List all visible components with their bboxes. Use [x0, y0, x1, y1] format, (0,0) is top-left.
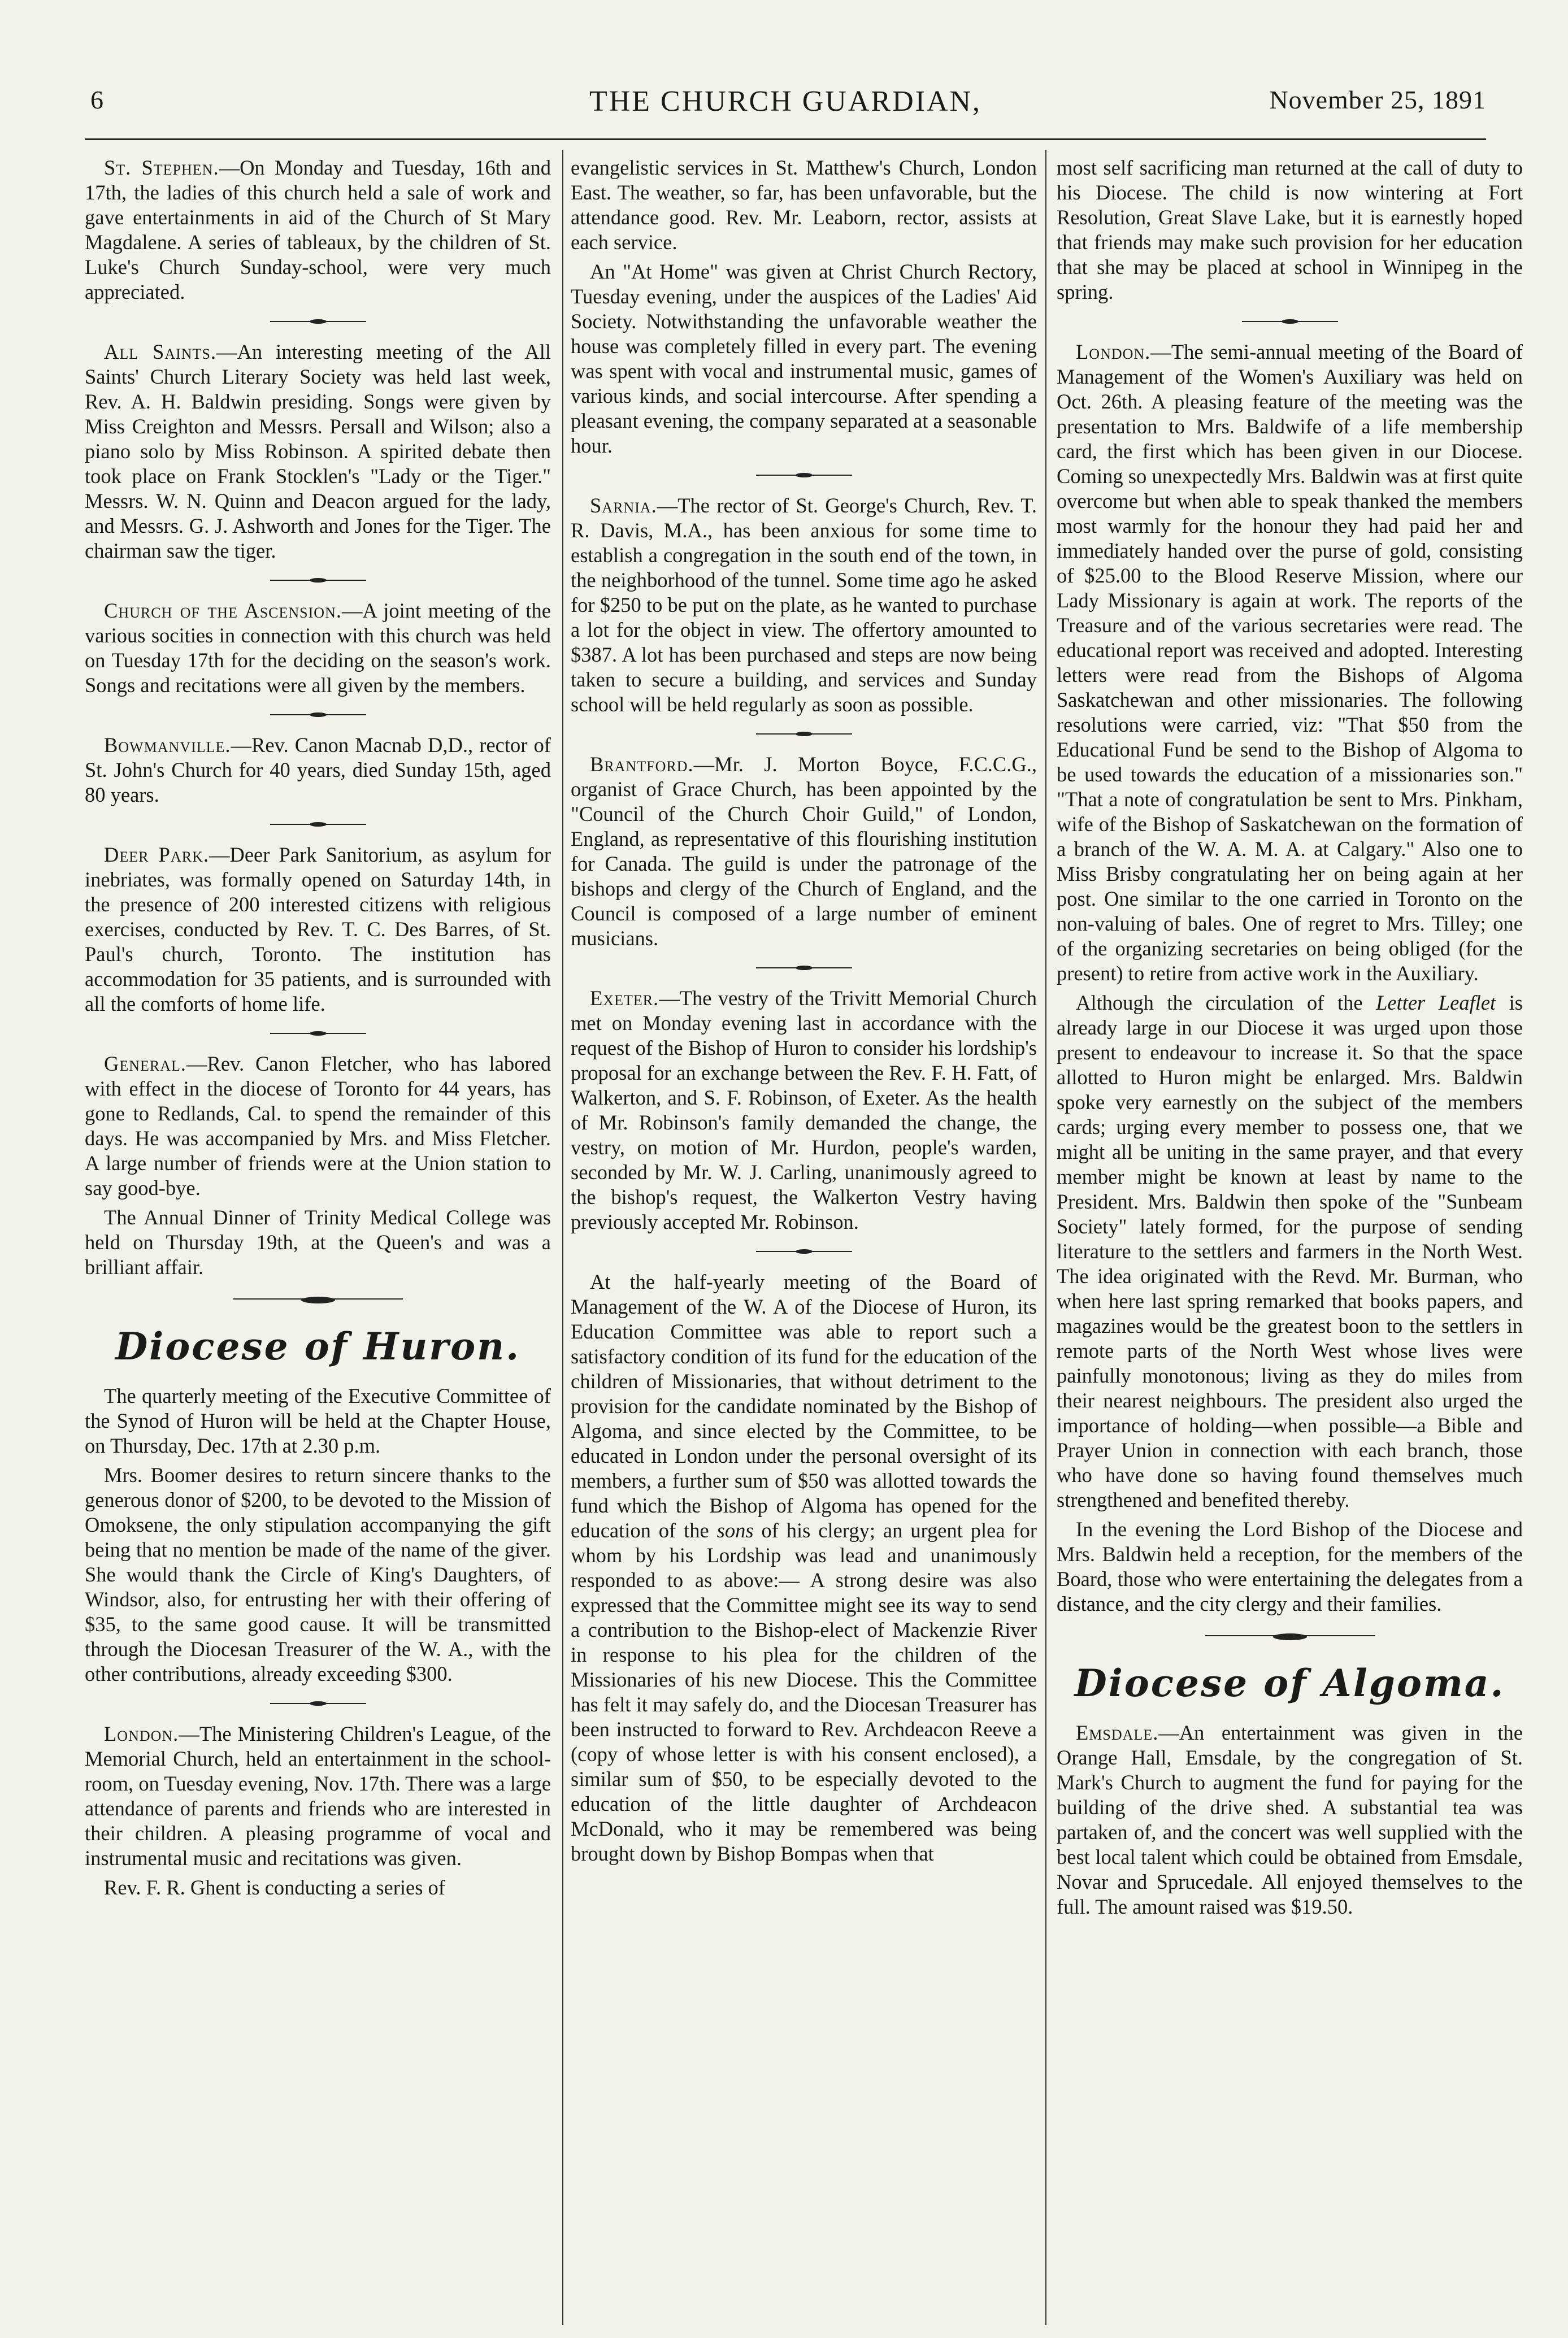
column-2: [571, 155, 1037, 1871]
article-text: At the half-yearly meeting of the Board of Management of the W. A of the Diocese of Huron, its Education Committee was able to report such a satisfactory condition of its fund for the education of the children of Missionaries, that without detriment to the provision for the candidate nominated by the Bishop of Algoma, and since elected by the Committee, to be educated in London under the personal oversight of its members, a further sum of $50 was allotted towards the fund which the Bishop of Algoma has opened for the education of the: [571, 1270, 1037, 1542]
article-bowmanville: [85, 733, 551, 807]
article-text: —Deer Park Sanitorium, as asylum for inebriates, was formally opened on Saturday 14th, in the presence of 200 interested citizens with religious exercises, conducted by Rev. T. C. Des Barres, of St. Paul's church, Toronto. The institution has accommodation for 35 patients, and is surrounded with all the comforts of home life.: [85, 843, 551, 1015]
article-at-home: An "At Home" was given at Christ Church Rectory, Tuesday evening, under the auspices of the Ladies' Aid Society. Notwithstanding the unfavorable weather the house was completely filled in every part. The evening was spent with vocal and instrumental music, games of various kinds, and social intercourse. After spending a pleasant evening, the company separated at a seasonable hour.: [571, 260, 1037, 457]
article-lead: Sarnia.: [590, 494, 657, 517]
article-lead: General.: [104, 1052, 187, 1075]
article-st-stephen: [85, 155, 551, 305]
column-rule: [562, 150, 563, 2325]
article-text: —On Monday and Tuesday, 16th and 17th, the ladies of this church held a sale of work and gave entertainments in aid of the Church of St Mary Magdalene. A series of tableaux, by the children of St. Luke's Church Sunday-school, were very much appreciated.: [85, 156, 551, 303]
article-brantford: [571, 752, 1037, 951]
article-lead: St. Stephen.: [104, 156, 219, 179]
article-board-of-management: [571, 1270, 1037, 1866]
separator-ornament: [756, 473, 852, 477]
separator-ornament: [270, 712, 366, 717]
article-exeter: [571, 986, 1037, 1235]
section-heading-huron: Diocese of Huron.: [115, 1324, 521, 1368]
column-rule: [1045, 150, 1046, 2325]
column-3: [1057, 155, 1523, 1924]
emphasis-text: sons: [716, 1519, 754, 1542]
article-deer-park: [85, 842, 551, 1016]
article-lead: Bowmanville.: [104, 733, 231, 757]
section-separator: [1205, 1633, 1375, 1640]
article-lead: London.: [1076, 340, 1151, 363]
article-ghent-continued: Rev. F. R. Ghent is conducting a series of: [104, 1876, 445, 1899]
article-ascension: [85, 598, 551, 698]
article-executive-committee: The quarterly meeting of the Executive Committee of the Synod of Huron will be held at the Chapter House, on Thursday, Dec. 17th at 2.30 p.m.: [85, 1384, 551, 1457]
article-lead: All Saints.: [104, 340, 217, 363]
issue-date: November 25, 1891: [1269, 85, 1486, 114]
column-1: [85, 155, 551, 1905]
article-text: —An entertainment was given in the Orange Hall, Emsdale, by the congregation of St. Mark's Church to augment the fund for paying for the building of the drive shed. A substantial tea was partaken of, and the concert was well supplied with the best local talent which could be obtained from Emsdale, Novar and Sprucedale. All enjoyed themselves to the full. The amount raised was $19.50.: [1057, 1721, 1523, 1918]
separator-ornament: [756, 1249, 852, 1254]
article-all-saints: [85, 340, 551, 563]
page-number: 6: [90, 85, 103, 114]
separator-ornament: [756, 732, 852, 736]
separator-ornament: [270, 578, 366, 583]
article-london-league: [85, 1722, 551, 1871]
article-continued: most self sacrificing man returned at the call of duty to his Diocese. The child is now wintering at Fort Resolution, Great Slave Lake, but it is earnestly hoped that friends may make such provision for her education that she may be placed at school in Winnipeg in the spring.: [1057, 156, 1523, 303]
article-general: [85, 1051, 551, 1201]
article-reception: In the evening the Lord Bishop of the Diocese and Mrs. Baldwin held a reception, for the members of the Board, those who were entertaining the delegates from a distance, and the city clergy and their families.: [1057, 1518, 1523, 1615]
article-text: of his clergy; an urgent plea for whom by his Lordship was lead and unanimously responded to as above:— A strong desire was also expressed that the Committee might see its way to send a contribution to the Bishop-elect of Mackenzie River in response to his plea for the children of the Missionaries of his new Diocese. This the Committee has felt it may safely do, and the Diocesan Treasurer has been instructed to forward to Rev. Archdeacon Reeve a (copy of whose letter is with his consent enclosed), a similar sum of $50, to be especially devoted to the education of the little daughter of Archdeacon McDonald, who it may be remembered was being brought down by Bishop Bompas when that: [571, 1519, 1037, 1865]
header-rule: [85, 138, 1486, 140]
article-mrs-boomer: Mrs. Boomer desires to return sincere thanks to the generous donor of $200, to be devoted to the Mission of Omoksene, the only stipulation accompanying the gift being that no mention be made of the name of the giver. She would thank the Circle of King's Daughters, of Windsor, also, for entrusting her with their offering of $35, to the same good cause. It will be transmitted through the Diocesan Treasurer of the W. A., with the other contributions, already exceeding $300.: [85, 1463, 551, 1685]
article-text: —The rector of St. George's Church, Rev. T. R. Davis, M.A., has been anxious for some time to establish a congregation in the south end of the town, in the neighborhood of the tunnel. Some time ago he asked for $250 to be put on the plate, as he wanted to purchase a lot for the object in view. The offertory amounted to $387. A lot has been purchased and steps are now being taken to secure a building, and services and Sunday school will be held regularly as soon as possible.: [571, 494, 1037, 716]
article-text: —A joint meeting of the various socities in connection with this church was held on Tuesday 17th for the deciding on the season's work. Songs and recitations were all given by the members.: [85, 599, 551, 697]
section-heading-algoma: Diocese of Algoma.: [1074, 1661, 1505, 1705]
article-london-womens-auxiliary: [1057, 340, 1523, 986]
newspaper-title: THE CHURCH GUARDIAN,: [589, 85, 982, 118]
article-trinity-dinner: The Annual Dinner of Trinity Medical College was held on Thursday 19th, at the Queen's and was a brilliant affair.: [85, 1206, 551, 1279]
article-lead: London.: [104, 1722, 179, 1745]
article-text: Although the circulation of the: [1076, 991, 1363, 1014]
article-lead: Church of the Ascension.: [104, 599, 342, 622]
article-text: is already large in our Diocese it was urged upon those present to endeavour to increase it. So that the space allotted to Huron might be enlarged. Mrs. Baldwin spoke very earnestly on the subject of the members cards; urging every member to possess one, that we might all be uniting in the same prayer, and that every member might be known at least by name to the President. Mrs. Baldwin then spoke of the "Sunbeam Society" lately formed, for the purpose of sending literature to the settlers and farmers in the North West. The idea originated with the Revd. Mr. Burman, who when here last spring remarked that books papers, and magazines would be the greatest boon to the settlers in remote parts of the North West whose lives were painfully monotonous; living as they do miles from their nearest neighbours. The president also urged the importance of holding—when possible—a Bible and Prayer Union in connection with each branch, those who have done so having found themselves much strengthened and benefited thereby.: [1057, 991, 1523, 1511]
article-lead: Emsdale.: [1076, 1721, 1159, 1744]
article-lead: Brantford.: [590, 753, 694, 776]
separator-ornament: [756, 966, 852, 970]
article-text: —An interesting meeting of the All Saints' Church Literary Society was held last week, Rev. A. H. Baldwin presiding. Songs were given by Miss Creighton and Messrs. Persall and Wilson; also a piano solo by Miss Robinson. A spirited debate then took place on Frank Stocklen's "Lady or the Tiger." Messrs. W. N. Quinn and Deacon argued for the lady, and Messrs. G. J. Ashworth and Jones for the Tiger. The chairman saw the tiger.: [85, 340, 551, 562]
masthead: [85, 85, 1486, 130]
article-text: —The semi-annual meeting of the Board of Management of the Women's Auxiliary was held on Oct. 26th. A pleasing feature of the meeting was the presentation to Mrs. Baldwife of a life membership card, the first which has been given in our Diocese. Coming so unexpectedly Mrs. Baldwin was at first quite overcome but when able to speak thanked the members most warmly for the honour they had paid her and immediately handed over the purse of gold, consisting of $25.00 to the Blood Reserve Mission, where our Lady Missionary is again at work. The reports of the Treasure and of the various secretaries were read. The educational report was received and adopted. Interesting letters were read from the Bishops of Algoma Saskatchewan and other missionaries. The following resolutions were carried, viz: "That $50 from the Educational Fund be send to the Bishop of Algoma to be used towards the education of a missionaries son." "That a note of congratulation be sent to Mrs. Pinkham, wife of the Bishop of Saskatchewan on the formation of a branch of the W. A. M. A. at Calgary." Also one to Miss Brisby congratulating her on being again at her post. One similar to the one carried in Toronto on the non-valuing of bales. One of regret to Mrs. Tilley; one of the organizing secretaries on being obliged (for the present) to retire from active work in the Auxiliary.: [1057, 340, 1523, 985]
article-lead: Exeter.: [590, 987, 659, 1010]
article-lead: Deer Park.: [104, 843, 209, 866]
article-emsdale: [1057, 1720, 1523, 1919]
separator-ornament: [270, 822, 366, 827]
separator-ornament: [1242, 319, 1338, 324]
article-text: —Mr. J. Morton Boyce, F.C.C.G., organist of Grace Church, has been appointed by the "Council of the Church Choir Guild," of London, England, as representative of this flourishing institution for Canada. The guild is under the patronage of the bishops and clergy of the Church of England, and the Council is composed of a large number of eminent musicians.: [571, 753, 1037, 950]
article-evangelistic-continued: evangelistic services in St. Matthew's Church, London East. The weather, so far, has been unfavorable, but the attendance good. Rev. Mr. Leaborn, rector, assists at each service.: [571, 156, 1037, 254]
separator-ornament: [270, 319, 366, 324]
article-sarnia: [571, 493, 1037, 717]
article-letter-leaflet: [1057, 990, 1523, 1513]
separator-ornament: [270, 1701, 366, 1706]
article-text: —Rev. Canon Macnab D,D., rector of St. John's Church for 40 years, died Sunday 15th, aged 80 years.: [85, 733, 551, 806]
article-text: —The Ministering Children's League, of the Memorial Church, held an entertainment in the school-room, on Tuesday evening, Nov. 17th. There was a large attendance of parents and friends who are interested in their children. A pleasing programme of vocal and instrumental music and recitations was given.: [85, 1722, 551, 1870]
article-text: —Rev. Canon Fletcher, who has labored with effect in the diocese of Toronto for 44 years, has gone to Redlands, Cal. to spend the remainder of this days. He was accompanied by Mrs. and Miss Fletcher. A large number of friends were at the Union station to say good-bye.: [85, 1052, 551, 1200]
separator-ornament: [270, 1031, 366, 1036]
emphasis-text: Letter Leaflet: [1376, 991, 1496, 1014]
article-text: —The vestry of the Trivitt Memorial Church met on Monday evening last in accordance with the request of the Bishop of Huron to consider his lordship's proposal for an exchange between the Rev. F. H. Fatt, of Walkerton, and S. F. Robinson, of Exeter. As the health of Mr. Robinson's family demanded the change, the vestry, on motion of Mr. Hurdon, people's warden, seconded by Mr. W. J. Carling, unanimously agreed to the bishop's request, the Walkerton Vestry having previously accepted Mr. Robinson.: [571, 987, 1037, 1233]
section-separator: [233, 1297, 403, 1303]
